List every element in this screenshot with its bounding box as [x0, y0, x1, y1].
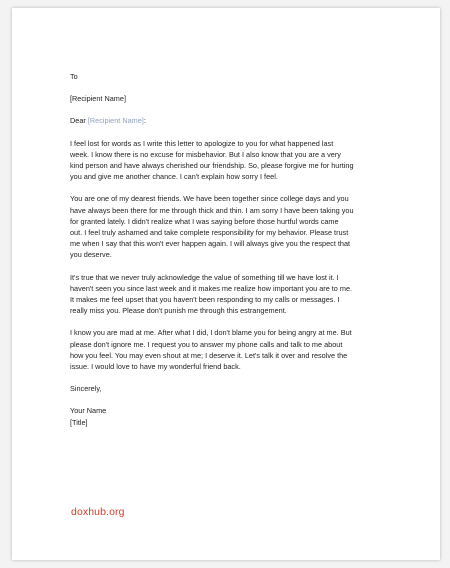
paragraph-line: how you feel. You may even shout at me; I deserve it. Let's talk it over and resolve the — [70, 350, 348, 360]
paragraph-line: please don't ignore me. I request you to answer my phone calls and talk to me about — [70, 339, 343, 349]
paragraph-2 — [70, 193, 406, 260]
paragraph-line: You are one of my dearest friends. We have been together since college days and you — [70, 194, 349, 204]
signature-title: [Title] — [70, 417, 88, 427]
paragraph-line: you deserve. — [70, 250, 112, 260]
paragraph-line: I know you are mad at me. After what I did, I don't blame you for being angry at me. But — [70, 328, 352, 338]
paragraph-line: you and give me another chance. I can't explain how sorry I feel. — [70, 172, 278, 182]
paragraph-line: issue. I would love to have my wonderful friend back. — [70, 362, 241, 372]
letter-body — [70, 71, 406, 428]
signature-name: Your Name — [70, 406, 107, 416]
paragraph-line: for granted lately. I didn't realize what I was saying before those hurtful words came — [70, 216, 339, 226]
brand-watermark: doxhub.org — [71, 506, 125, 518]
paragraph-line: haven't seen you since last week and it makes me realize how important you are to me. — [70, 283, 353, 293]
paragraph-line: have always been there for me through thick and thin. I am sorry I have been taking you — [70, 205, 354, 215]
salutation-prefix: Dear — [70, 116, 88, 126]
document-page — [12, 8, 440, 560]
recipient-name: [Recipient Name] — [70, 94, 126, 104]
paragraph-line: week. I know there is no excuse for misbehavior. But I also know that you are a very — [70, 149, 341, 159]
paragraph-line: It makes me feel upset that you haven't been responding to my calls or messages. I — [70, 295, 340, 305]
paragraph-4 — [70, 327, 406, 372]
salutation-suffix: : — [143, 116, 146, 126]
closing: Sincerely, — [70, 384, 102, 394]
paragraph-line: It's true that we never truly acknowledge the value of something till we have lost it. I — [70, 272, 339, 282]
to-label: To — [70, 72, 78, 81]
salutation-recipient-placeholder: [Recipient Name] — [87, 116, 144, 126]
paragraph-line: me when I say that this won't ever happen again. I will always give you the respect that — [70, 239, 351, 249]
paragraph-line: kind person and have always cherished our friendship. So, please forgive me for hurting — [70, 161, 354, 171]
paragraph-1 — [70, 138, 406, 183]
salutation — [70, 115, 406, 126]
paragraph-line: out. I feel truly ashamed and take complete responsibility for my behavior. Please trust — [70, 228, 349, 238]
paragraph-line: really miss you. Please don't punish me through this estrangement. — [70, 306, 287, 316]
paragraph-line: I feel lost for words as I write this letter to apologize to you for what happened last — [70, 138, 334, 148]
paragraph-3 — [70, 272, 406, 317]
